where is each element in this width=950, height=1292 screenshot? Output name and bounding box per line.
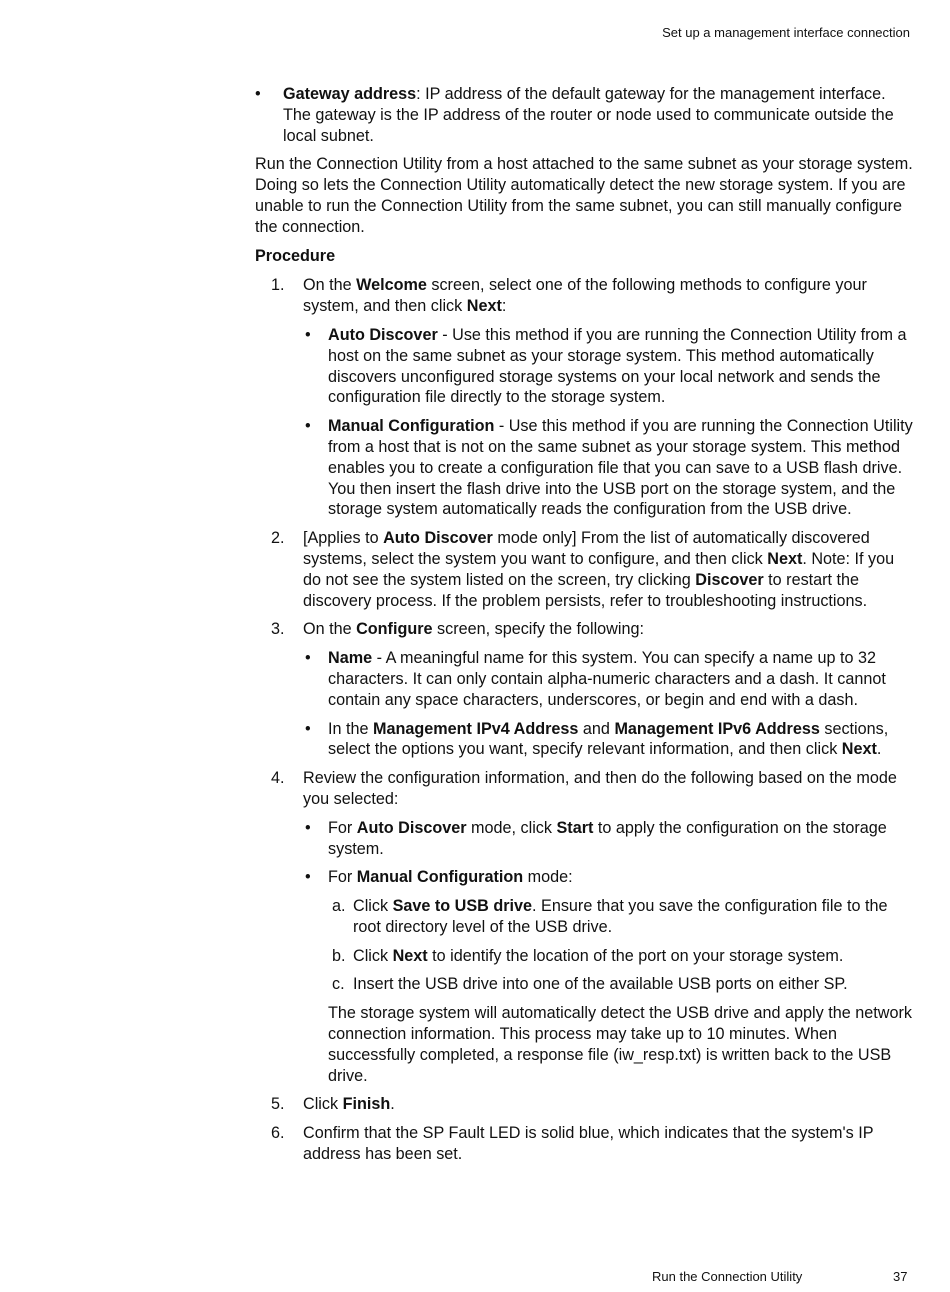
gateway-text: Gateway address: IP address of the default gateway for the management interface. The gateway is the IP address of the router or node used to communicate outside the local subnet. <box>283 85 894 145</box>
manual-configuration-mode-bullet: • For Manual Configuration mode: <box>305 868 573 887</box>
step-number: 2. <box>271 529 285 548</box>
substep-letter: c. <box>332 975 345 994</box>
step-number: 1. <box>271 276 285 295</box>
bullet-mark: • <box>255 85 261 103</box>
substep-b: b. Click Next to identify the location of the port on your storage system. <box>332 946 844 965</box>
running-header: Set up a management interface connection <box>662 25 910 40</box>
page-body <box>255 84 915 1173</box>
substep-c: c. Insert the USB drive into one of the available USB ports on either SP. <box>332 975 848 994</box>
gateway-bullet <box>255 84 915 146</box>
step-number: 3. <box>271 620 285 639</box>
step-1: 1. On the Welcome screen, select one of the following methods to configure your system, and then click Next: <box>271 276 867 316</box>
name-bullet: • Name - A meaningful name for this system. You can specify a name up to 32 characters. It can only contain alpha-numeric characters and a dash. It cannot contain any space characters, underscores, or begin and end with a dash. <box>305 649 886 709</box>
auto-discover-mode-bullet: • For Auto Discover mode, click Start to apply the configuration on the storage system. <box>305 818 887 858</box>
step-4: 4. Review the configuration information, and then do the following based on the mode you selected: <box>271 769 897 808</box>
manual-configuration-bullet: • Manual Configuration - Use this method if you are running the Connection Utility from a host that is not on the same subnet as your storage system. This method enables you to create a configuration file that you can save to a USB flash drive. You then insert the flash drive into the USB port on the storage system, and the storage system automatically reads the configuration from the USB drive. <box>305 417 913 519</box>
bullet-mark: • <box>305 719 311 738</box>
page-number: 37 <box>893 1269 908 1284</box>
management-address-bullet: • In the Management IPv4 Address and Management IPv6 Address sections, select the options you want, specify relevant information, and then click Next. <box>305 719 889 759</box>
bullet-mark: • <box>305 868 311 887</box>
step-3: 3. On the Configure screen, specify the following: <box>271 620 644 639</box>
step-5: 5. Click Finish. <box>271 1095 395 1114</box>
substep-letter: b. <box>332 946 346 965</box>
step-2: 2. [Applies to Auto Discover mode only] From the list of automatically discovered systems, select the system you want to configure, and then click Next. Note: If you do not see the system listed on the screen, try clicking Discover to restart the discovery process. If the problem persists, refer to troubleshooting instructions. <box>271 529 895 610</box>
substep-a: a. Click Save to USB drive. Ensure that you save the configuration file to the root directory level of the USB drive. <box>332 897 888 936</box>
substep-letter: a. <box>332 897 346 916</box>
step-number: 4. <box>271 769 285 788</box>
bullet-mark: • <box>305 818 311 837</box>
auto-discover-bullet: • Auto Discover - Use this method if you are running the Connection Utility from a host on the same subnet as your storage system. This method automatically discovers unconfigured storage systems on your local network and sends the configuration file directly to the storage system. <box>305 325 907 407</box>
usb-note: The storage system will automatically detect the USB drive and apply the network connection information. This process may take up to 10 minutes. When successfully completed, a response file (iw_resp.txt) is written back to the USB drive. <box>328 1004 912 1085</box>
intro-paragraph: Run the Connection Utility from a host attached to the same subnet as your storage system. Doing so lets the Connection Utility automatically detect the new storage system. If you are unable to run the Connection Utility from the same subnet, you can still manually configure the connection. <box>255 155 913 236</box>
bullet-mark: • <box>305 417 311 436</box>
step-number: 6. <box>271 1124 285 1143</box>
bullet-mark: • <box>305 325 311 344</box>
bullet-mark: • <box>305 649 311 668</box>
step-number: 5. <box>271 1095 285 1114</box>
step-6: 6. Confirm that the SP Fault LED is solid blue, which indicates that the system's IP address has been set. <box>271 1124 874 1164</box>
footer-section-title: Run the Connection Utility <box>652 1269 803 1284</box>
gateway-term: Gateway address <box>283 85 417 103</box>
procedure-heading: Procedure <box>255 246 336 265</box>
